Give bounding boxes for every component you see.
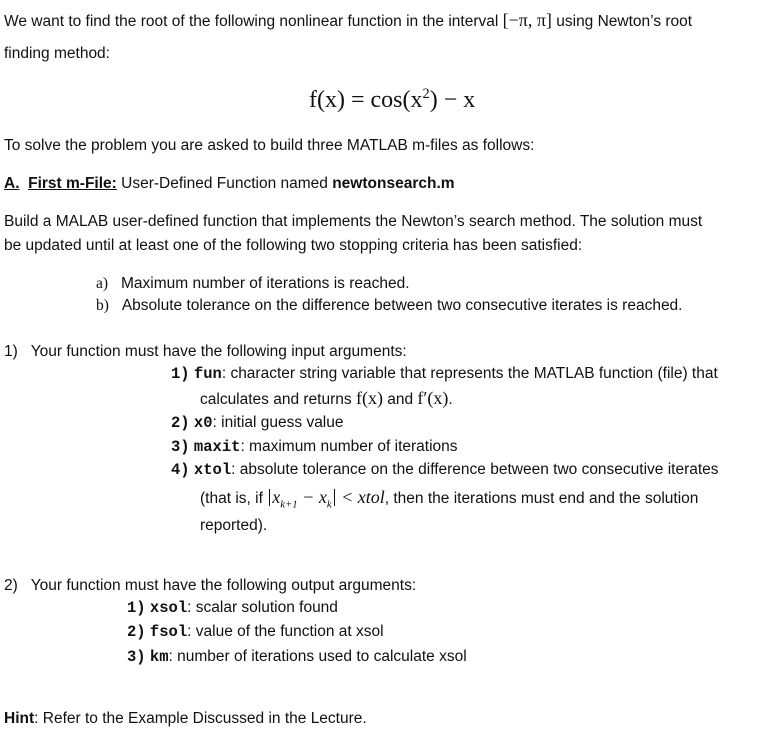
intro-line-1: We want to find the root of the following nonlinear function in the interval [−π, π] using Newton’s root: [4, 10, 693, 30]
input-x0: 2) x0: initial guess value: [171, 414, 344, 432]
input-xtol-continued: (that is, if $x_{k+1} - x_k$ < xtol, then the iterations must end and the solution: [200, 487, 699, 511]
output-km: 3) km: number of iterations used to calculate xsol: [127, 648, 467, 666]
section-title: First m-File:: [28, 175, 117, 192]
task-statement: To solve the problem you are asked to build three MATLAB m-files as follows:: [4, 137, 535, 154]
interval-math: [−π, π]: [502, 10, 552, 30]
output-fsol: 2) fsol: value of the function at xsol: [127, 623, 384, 641]
file-name: newtonsearch.m: [332, 175, 455, 192]
input-xtol-continued-2: reported).: [200, 517, 268, 534]
build-line-1: Build a MALAB user-defined function that implements the Newton’s search method. The solution must: [4, 213, 703, 230]
inputs-heading: 1) Your function must have the following input arguments:: [4, 343, 407, 360]
hint-label: Hint: [4, 710, 35, 727]
input-maxit: 3) maxit: maximum number of iterations: [171, 438, 458, 456]
input-fun: 1) fun: character string variable that represents the MATLAB function (file) that: [171, 365, 718, 383]
criterion-b: b) Absolute tolerance on the difference between two consecutive iterates is reached.: [96, 297, 683, 314]
section-letter: A.: [4, 175, 20, 192]
output-xsol: 1) xsol: scalar solution found: [127, 599, 338, 617]
intro-line-2: finding method:: [4, 45, 110, 62]
tolerance-condition: $x_{k+1} - x_k$ < xtol: [267, 487, 385, 507]
hint: Hint: Refer to the Example Discussed in the Lecture.: [4, 710, 367, 727]
criterion-a: a) Maximum number of iterations is reached.: [96, 275, 410, 292]
outputs-heading: 2) Your function must have the following output arguments:: [4, 577, 417, 594]
build-line-2: be updated until at least one of the following two stopping criteria has been satisfied:: [4, 237, 583, 254]
function-equation: $f(x) = \cos(x^2) - x$: [309, 86, 476, 113]
input-xtol: 4) xtol: absolute tolerance on the difference between two consecutive iterates: [171, 461, 719, 479]
section-a-heading: A. First m-File: User-Defined Function named newtonsearch.m: [4, 175, 455, 192]
input-fun-continued: calculates and returns f(x) and f′(x).: [200, 388, 453, 408]
